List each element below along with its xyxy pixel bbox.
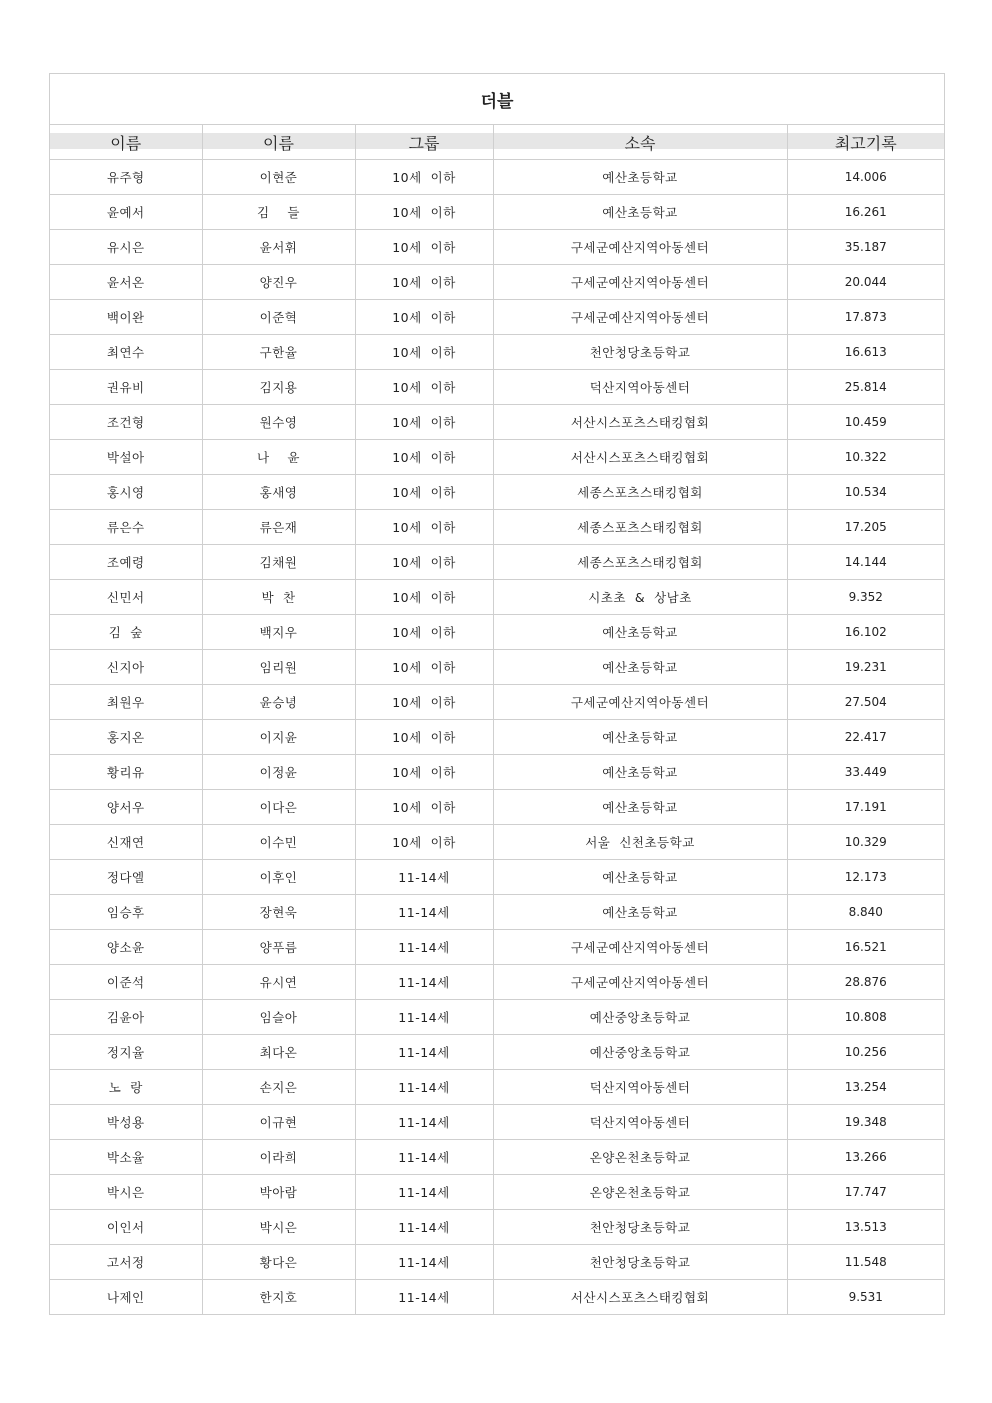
cell-group: 11-14세	[355, 1280, 493, 1315]
cell-name-1: 박성용	[50, 1105, 202, 1140]
cell-group: 10세 이하	[355, 230, 493, 265]
cell-group: 10세 이하	[355, 615, 493, 650]
cell-best-record: 14.144	[787, 545, 944, 580]
cell-name-2: 이준혁	[202, 300, 355, 335]
results-sheet	[49, 73, 945, 1315]
table-row	[50, 335, 944, 370]
cell-name-1: 황리유	[50, 755, 202, 790]
cell-name-1: 박시은	[50, 1175, 202, 1210]
table-row	[50, 1105, 944, 1140]
cell-affiliation: 천안청당초등학교	[493, 1210, 787, 1245]
cell-affiliation: 온양온천초등학교	[493, 1175, 787, 1210]
cell-name-2: 양진우	[202, 265, 355, 300]
table-row	[50, 965, 944, 1000]
cell-group: 10세 이하	[355, 195, 493, 230]
cell-affiliation: 예산초등학교	[493, 790, 787, 825]
cell-group: 10세 이하	[355, 405, 493, 440]
cell-group: 10세 이하	[355, 160, 493, 195]
table-row	[50, 510, 944, 545]
cell-best-record: 8.840	[787, 895, 944, 930]
cell-name-2: 이현준	[202, 160, 355, 195]
cell-best-record: 10.256	[787, 1035, 944, 1070]
table-row	[50, 440, 944, 475]
cell-group: 10세 이하	[355, 580, 493, 615]
table-row	[50, 1035, 944, 1070]
table-row	[50, 1140, 944, 1175]
cell-best-record: 13.513	[787, 1210, 944, 1245]
cell-name-1: 박소율	[50, 1140, 202, 1175]
cell-best-record: 10.322	[787, 440, 944, 475]
cell-best-record: 28.876	[787, 965, 944, 1000]
cell-affiliation: 구세군예산지역아동센터	[493, 300, 787, 335]
cell-affiliation: 예산초등학교	[493, 615, 787, 650]
cell-name-2: 황다은	[202, 1245, 355, 1280]
cell-name-2: 이지윤	[202, 720, 355, 755]
cell-affiliation: 구세군예산지역아동센터	[493, 930, 787, 965]
cell-name-1: 신지아	[50, 650, 202, 685]
cell-best-record: 27.504	[787, 685, 944, 720]
cell-best-record: 17.191	[787, 790, 944, 825]
column-header-affiliation: 소속	[493, 125, 787, 160]
table-row	[50, 160, 944, 195]
cell-name-1: 이인서	[50, 1210, 202, 1245]
cell-best-record: 16.521	[787, 930, 944, 965]
cell-name-2: 이규현	[202, 1105, 355, 1140]
cell-affiliation: 구세군예산지역아동센터	[493, 965, 787, 1000]
cell-name-1: 유시은	[50, 230, 202, 265]
cell-name-2: 박 찬	[202, 580, 355, 615]
cell-best-record: 35.187	[787, 230, 944, 265]
cell-best-record: 17.747	[787, 1175, 944, 1210]
cell-group: 11-14세	[355, 1140, 493, 1175]
cell-name-2: 양푸름	[202, 930, 355, 965]
cell-affiliation: 덕산지역아동센터	[493, 1070, 787, 1105]
cell-best-record: 20.044	[787, 265, 944, 300]
cell-group: 10세 이하	[355, 825, 493, 860]
cell-affiliation: 예산중앙초등학교	[493, 1035, 787, 1070]
cell-best-record: 16.102	[787, 615, 944, 650]
table-body	[50, 160, 944, 1315]
cell-name-2: 김지용	[202, 370, 355, 405]
cell-affiliation: 서산시스포츠스태킹협회	[493, 440, 787, 475]
cell-affiliation: 서울 신천초등학교	[493, 825, 787, 860]
cell-name-1: 유주형	[50, 160, 202, 195]
table-header	[50, 125, 944, 160]
cell-group: 10세 이하	[355, 440, 493, 475]
cell-affiliation: 구세군예산지역아동센터	[493, 685, 787, 720]
cell-group: 11-14세	[355, 1000, 493, 1035]
cell-name-2: 원수영	[202, 405, 355, 440]
cell-group: 10세 이하	[355, 755, 493, 790]
cell-affiliation: 예산초등학교	[493, 860, 787, 895]
cell-name-2: 한지호	[202, 1280, 355, 1315]
cell-affiliation: 시초초 & 상남초	[493, 580, 787, 615]
cell-group: 11-14세	[355, 1035, 493, 1070]
cell-best-record: 17.205	[787, 510, 944, 545]
cell-name-1: 류은수	[50, 510, 202, 545]
cell-name-2: 이라희	[202, 1140, 355, 1175]
cell-best-record: 12.173	[787, 860, 944, 895]
cell-affiliation: 예산중앙초등학교	[493, 1000, 787, 1035]
column-header-group: 그룹	[355, 125, 493, 160]
cell-name-2: 홍새영	[202, 475, 355, 510]
cell-group: 11-14세	[355, 895, 493, 930]
table-row	[50, 615, 944, 650]
table-row	[50, 405, 944, 440]
cell-name-1: 노 랑	[50, 1070, 202, 1105]
cell-group: 10세 이하	[355, 510, 493, 545]
cell-name-2: 류은재	[202, 510, 355, 545]
cell-name-1: 최원우	[50, 685, 202, 720]
cell-name-1: 임승후	[50, 895, 202, 930]
cell-best-record: 9.531	[787, 1280, 944, 1315]
cell-name-1: 김윤아	[50, 1000, 202, 1035]
cell-name-2: 손지은	[202, 1070, 355, 1105]
cell-best-record: 25.814	[787, 370, 944, 405]
cell-name-2: 윤서휘	[202, 230, 355, 265]
table-row	[50, 545, 944, 580]
cell-affiliation: 예산초등학교	[493, 755, 787, 790]
table-row	[50, 475, 944, 510]
cell-name-1: 고서정	[50, 1245, 202, 1280]
cell-name-1: 신민서	[50, 580, 202, 615]
cell-best-record: 11.548	[787, 1245, 944, 1280]
cell-group: 11-14세	[355, 1175, 493, 1210]
cell-affiliation: 구세군예산지역아동센터	[493, 265, 787, 300]
cell-affiliation: 덕산지역아동센터	[493, 370, 787, 405]
table-row	[50, 720, 944, 755]
cell-best-record: 13.266	[787, 1140, 944, 1175]
cell-affiliation: 서산시스포츠스태킹협회	[493, 1280, 787, 1315]
cell-name-1: 이준석	[50, 965, 202, 1000]
cell-group: 11-14세	[355, 930, 493, 965]
table-row	[50, 1245, 944, 1280]
table-row	[50, 1070, 944, 1105]
cell-name-1: 권유비	[50, 370, 202, 405]
cell-name-2: 윤승녕	[202, 685, 355, 720]
cell-name-2: 김채원	[202, 545, 355, 580]
cell-name-2: 박시은	[202, 1210, 355, 1245]
cell-name-2: 임리원	[202, 650, 355, 685]
cell-name-1: 조예령	[50, 545, 202, 580]
cell-affiliation: 세종스포츠스태킹협회	[493, 510, 787, 545]
table-row	[50, 895, 944, 930]
cell-affiliation: 세종스포츠스태킹협회	[493, 545, 787, 580]
column-header-best-record: 최고기록	[787, 125, 944, 160]
cell-affiliation: 예산초등학교	[493, 650, 787, 685]
cell-best-record: 16.261	[787, 195, 944, 230]
cell-group: 11-14세	[355, 1105, 493, 1140]
cell-name-1: 윤서온	[50, 265, 202, 300]
cell-group: 10세 이하	[355, 650, 493, 685]
cell-name-1: 신재연	[50, 825, 202, 860]
cell-name-1: 홍지온	[50, 720, 202, 755]
table-row	[50, 860, 944, 895]
cell-name-2: 이수민	[202, 825, 355, 860]
cell-best-record: 16.613	[787, 335, 944, 370]
cell-name-2: 이후인	[202, 860, 355, 895]
header-row	[50, 125, 944, 160]
cell-group: 11-14세	[355, 965, 493, 1000]
cell-name-2: 이다은	[202, 790, 355, 825]
cell-group: 10세 이하	[355, 300, 493, 335]
cell-group: 11-14세	[355, 860, 493, 895]
cell-name-1: 윤예서	[50, 195, 202, 230]
cell-group: 10세 이하	[355, 335, 493, 370]
cell-best-record: 13.254	[787, 1070, 944, 1105]
cell-best-record: 14.006	[787, 160, 944, 195]
cell-group: 10세 이하	[355, 720, 493, 755]
cell-group: 10세 이하	[355, 685, 493, 720]
cell-affiliation: 천안청당초등학교	[493, 1245, 787, 1280]
table-row	[50, 580, 944, 615]
cell-name-2: 장현욱	[202, 895, 355, 930]
cell-name-2: 구한율	[202, 335, 355, 370]
cell-affiliation: 예산초등학교	[493, 160, 787, 195]
cell-name-2: 박아람	[202, 1175, 355, 1210]
cell-best-record: 10.329	[787, 825, 944, 860]
cell-group: 11-14세	[355, 1210, 493, 1245]
cell-name-2: 김 들	[202, 195, 355, 230]
cell-group: 10세 이하	[355, 545, 493, 580]
cell-best-record: 10.459	[787, 405, 944, 440]
cell-name-2: 유시연	[202, 965, 355, 1000]
table-row	[50, 370, 944, 405]
cell-name-1: 홍시영	[50, 475, 202, 510]
cell-affiliation: 덕산지역아동센터	[493, 1105, 787, 1140]
cell-name-2: 이정윤	[202, 755, 355, 790]
table-row	[50, 685, 944, 720]
cell-name-2: 나 윤	[202, 440, 355, 475]
cell-affiliation: 천안청당초등학교	[493, 335, 787, 370]
cell-affiliation: 구세군예산지역아동센터	[493, 230, 787, 265]
cell-group: 10세 이하	[355, 475, 493, 510]
cell-name-1: 정지율	[50, 1035, 202, 1070]
column-header-name-1: 이름	[50, 125, 202, 160]
cell-affiliation: 예산초등학교	[493, 195, 787, 230]
cell-name-1: 백이완	[50, 300, 202, 335]
cell-group: 10세 이하	[355, 370, 493, 405]
table-row	[50, 650, 944, 685]
cell-affiliation: 서산시스포츠스태킹협회	[493, 405, 787, 440]
cell-name-1: 최연수	[50, 335, 202, 370]
table-row	[50, 790, 944, 825]
cell-name-1: 박설아	[50, 440, 202, 475]
cell-best-record: 10.808	[787, 1000, 944, 1035]
cell-name-2: 최다온	[202, 1035, 355, 1070]
cell-group: 11-14세	[355, 1070, 493, 1105]
table-row	[50, 230, 944, 265]
column-header-name-2: 이름	[202, 125, 355, 160]
cell-name-1: 정다엘	[50, 860, 202, 895]
cell-affiliation: 예산초등학교	[493, 895, 787, 930]
table-row	[50, 825, 944, 860]
cell-affiliation: 예산초등학교	[493, 720, 787, 755]
cell-best-record: 10.534	[787, 475, 944, 510]
cell-affiliation: 온양온천초등학교	[493, 1140, 787, 1175]
cell-name-1: 김 숲	[50, 615, 202, 650]
results-table	[50, 125, 944, 1314]
cell-name-2: 임슬아	[202, 1000, 355, 1035]
cell-best-record: 19.348	[787, 1105, 944, 1140]
table-row	[50, 930, 944, 965]
cell-group: 10세 이하	[355, 790, 493, 825]
table-row	[50, 300, 944, 335]
cell-name-1: 조건형	[50, 405, 202, 440]
cell-name-2: 백지우	[202, 615, 355, 650]
table-row	[50, 1210, 944, 1245]
cell-name-1: 양서우	[50, 790, 202, 825]
cell-best-record: 17.873	[787, 300, 944, 335]
table-row	[50, 755, 944, 790]
table-row	[50, 1175, 944, 1210]
sheet-title: 더블	[50, 74, 944, 125]
cell-name-1: 양소윤	[50, 930, 202, 965]
cell-best-record: 22.417	[787, 720, 944, 755]
table-row	[50, 265, 944, 300]
table-row	[50, 1000, 944, 1035]
table-row	[50, 195, 944, 230]
cell-best-record: 9.352	[787, 580, 944, 615]
cell-best-record: 19.231	[787, 650, 944, 685]
table-row	[50, 1280, 944, 1315]
cell-affiliation: 세종스포츠스태킹협회	[493, 475, 787, 510]
cell-group: 10세 이하	[355, 265, 493, 300]
cell-best-record: 33.449	[787, 755, 944, 790]
cell-name-1: 나제인	[50, 1280, 202, 1315]
cell-group: 11-14세	[355, 1245, 493, 1280]
